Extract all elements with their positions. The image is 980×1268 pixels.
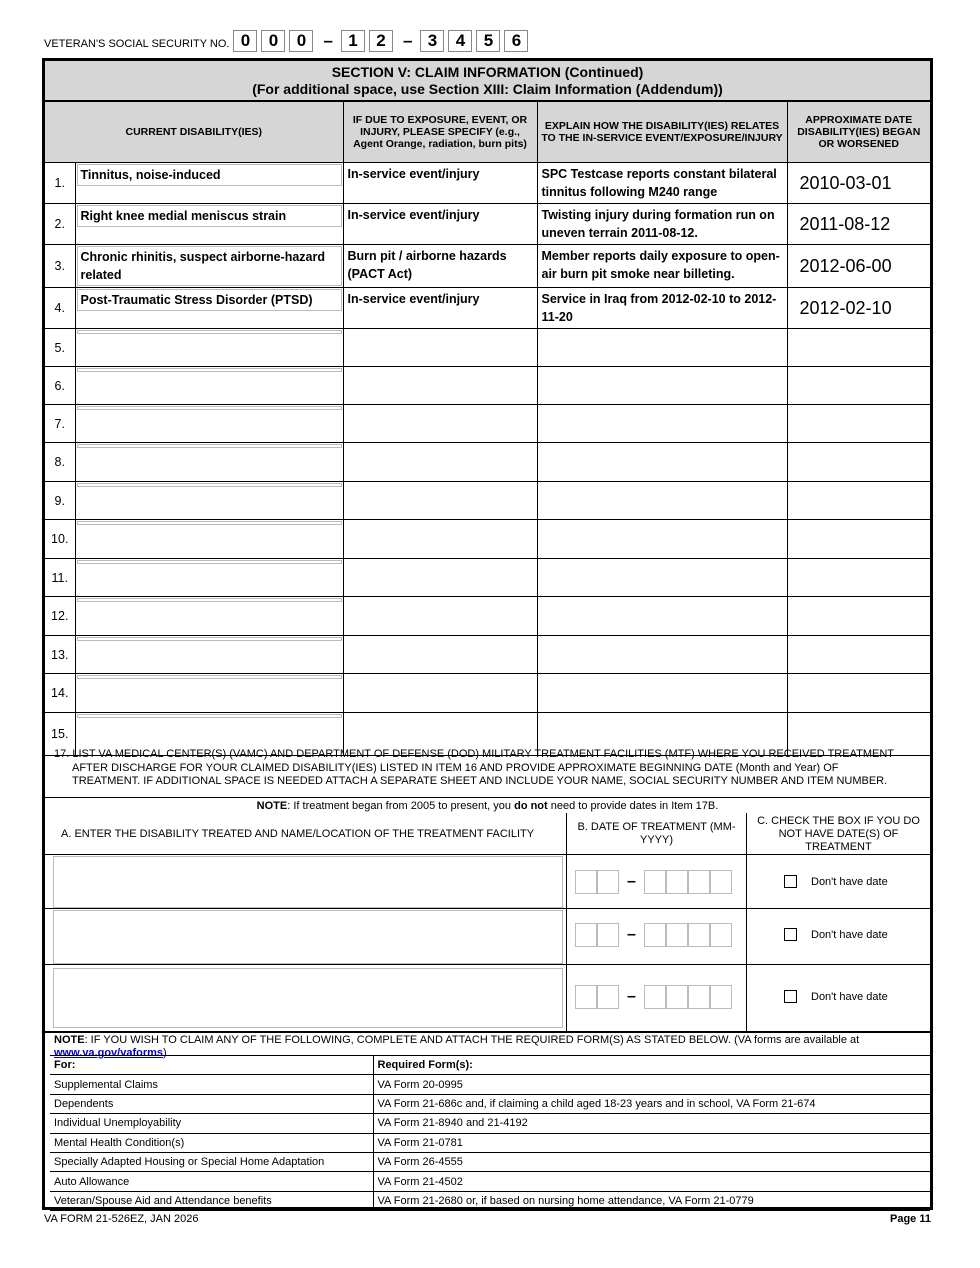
treatment-date-input[interactable] [575, 870, 732, 894]
forms-header-for: For: [50, 1056, 373, 1075]
date-year-digit[interactable] [666, 985, 688, 1009]
treatment-date-input[interactable] [575, 985, 732, 1009]
form-frame [42, 58, 933, 1210]
explanation-input[interactable] [537, 636, 787, 674]
row-number: 14. [45, 674, 75, 713]
item17-note-text-a: : If treatment began from 2005 to present, you [287, 800, 515, 812]
ssn-digit-9[interactable]: 6 [504, 30, 528, 52]
explanation-input[interactable] [537, 329, 787, 367]
no-date-checkbox[interactable] [784, 928, 797, 941]
explanation-input[interactable]: SPC Testcase reports constant bilateral tinnitus following M240 range [537, 163, 787, 204]
required-forms-table [50, 1055, 930, 1211]
treatment-facility-input[interactable] [53, 910, 563, 964]
treatment-col-b-header: B. DATE OF TREATMENT (MM-YYYY) [566, 813, 746, 854]
treatment-date-input[interactable] [575, 923, 732, 947]
date-month-digit[interactable] [597, 870, 619, 894]
date-input[interactable] [787, 520, 930, 559]
date-input[interactable]: 2010-03-01 [787, 163, 930, 204]
exposure-input[interactable] [343, 482, 537, 520]
col-header-date: APPROXIMATE DATE DISABILITY(IES) BEGAN OR WORSENED [787, 102, 930, 163]
row-number: 12. [45, 597, 75, 636]
item17-line-1: 17. LIST VA MEDICAL CENTER(S) (VAMC) AND DEPARTMENT OF DEFENSE (DOD) MILITARY TREATMENT FACILITIES (MTF) WHERE YOU RECEIVED TREATMENT [54, 748, 894, 760]
disability-row [45, 204, 930, 245]
date-year-digit[interactable] [688, 985, 710, 1009]
explanation-input[interactable] [537, 482, 787, 520]
disability-input[interactable] [77, 444, 342, 448]
forms-for-cell: Dependents [50, 1094, 373, 1113]
exposure-input[interactable] [343, 559, 537, 597]
date-year-digit[interactable] [688, 870, 710, 894]
disability-input[interactable]: Chronic rhinitis, suspect airborne-hazard related [77, 246, 342, 286]
no-date-label: Don't have date [811, 990, 888, 1003]
section-header [45, 61, 930, 101]
explanation-input[interactable] [537, 597, 787, 636]
forms-for-cell: Individual Unemployability [50, 1114, 373, 1133]
date-month-digit[interactable] [575, 870, 597, 894]
forms-for-cell: Veteran/Spouse Aid and Attendance benefits [50, 1191, 373, 1210]
required-forms-header [50, 1056, 930, 1075]
disability-input[interactable] [77, 560, 342, 564]
disability-cell[interactable] [75, 329, 343, 367]
explanation-input[interactable]: Member reports daily exposure to open-air burn pit smoke near billeting. [537, 245, 787, 288]
forms-required-cell: VA Form 21-0781 [373, 1133, 930, 1152]
disability-input[interactable] [77, 675, 342, 679]
date-separator: – [627, 988, 636, 1005]
date-separator: – [627, 873, 636, 890]
item17-note-bold: do not [514, 800, 548, 812]
ssn-digit-3[interactable]: 0 [289, 30, 313, 52]
ssn-separator-1: – [323, 31, 333, 50]
explanation-input[interactable] [537, 674, 787, 713]
required-forms-row [50, 1075, 930, 1094]
disability-row [45, 405, 930, 443]
item17-note-label: NOTE [256, 800, 288, 812]
date-input[interactable]: 2012-06-00 [787, 245, 930, 288]
date-month-digit[interactable] [575, 985, 597, 1009]
exposure-input[interactable] [343, 636, 537, 674]
ssn-row [44, 29, 532, 53]
disability-cell[interactable] [75, 288, 343, 329]
row-number: 13. [45, 636, 75, 674]
date-year-digit[interactable] [644, 985, 666, 1009]
date-month-digit[interactable] [597, 985, 619, 1009]
col-header-explain: EXPLAIN HOW THE DISABILITY(IES) RELATES TO THE IN-SERVICE EVENT/EXPOSURE/INJURY [537, 102, 787, 163]
exposure-input[interactable]: In-service event/injury [343, 288, 537, 329]
date-input[interactable] [787, 482, 930, 520]
disability-row [45, 597, 930, 636]
required-forms-row [50, 1152, 930, 1171]
item17-note [45, 797, 930, 812]
item17-note-text-b: need to provide dates in Item 17B. [547, 800, 719, 812]
date-year-digit[interactable] [710, 985, 732, 1009]
row-number: 3. [45, 245, 75, 288]
disability-cell[interactable] [75, 405, 343, 443]
no-date-checkbox[interactable] [784, 875, 797, 888]
required-forms-row [50, 1172, 930, 1191]
no-date-label: Don't have date [811, 928, 888, 941]
forms-required-cell: VA Form 21-686c and, if claiming a child aged 18-23 years and in school, VA Form 21-674 [373, 1094, 930, 1113]
date-input[interactable] [787, 329, 930, 367]
disability-row [45, 245, 930, 288]
disability-cell[interactable] [75, 204, 343, 245]
disability-row [45, 482, 930, 520]
forms-for-cell: Auto Allowance [50, 1172, 373, 1191]
row-number: 1. [45, 163, 75, 204]
date-month-digit[interactable] [575, 923, 597, 947]
date-input[interactable] [787, 367, 930, 405]
treatment-row [45, 964, 930, 1031]
item17-instructions [45, 747, 930, 789]
date-input[interactable]: 2012-02-10 [787, 288, 930, 329]
explanation-input[interactable] [537, 367, 787, 405]
disability-row [45, 674, 930, 713]
disability-row [45, 163, 930, 204]
date-input[interactable] [787, 443, 930, 482]
forms-required-cell: VA Form 21-4502 [373, 1172, 930, 1191]
explanation-input[interactable] [537, 405, 787, 443]
disability-input[interactable] [77, 637, 342, 641]
date-month-digit[interactable] [597, 923, 619, 947]
exposure-input[interactable] [343, 443, 537, 482]
row-number: 8. [45, 443, 75, 482]
treatment-facility-input[interactable] [53, 968, 563, 1028]
treatment-row [45, 908, 930, 964]
section-title: SECTION V: CLAIM INFORMATION (Continued) [331, 64, 644, 80]
disability-row [45, 288, 930, 329]
forms-note-label: NOTE [54, 1034, 85, 1046]
ssn-digit-4[interactable]: 1 [341, 30, 365, 52]
row-number: 4. [45, 288, 75, 329]
exposure-input[interactable] [343, 520, 537, 559]
no-date-option[interactable] [784, 990, 888, 1003]
no-date-checkbox[interactable] [784, 990, 797, 1003]
no-date-label: Don't have date [811, 875, 888, 888]
explanation-input[interactable]: Service in Iraq from 2012-02-10 to 2012-11-20 [537, 288, 787, 329]
exposure-input[interactable]: Burn pit / airborne hazards (PACT Act) [343, 245, 537, 288]
disability-row [45, 520, 930, 559]
ssn-digit-5[interactable]: 2 [369, 30, 393, 52]
treatment-col-c-header: C. CHECK THE BOX IF YOU DO NOT HAVE DATE(S) OF TREATMENT [746, 813, 930, 854]
row-number: 9. [45, 482, 75, 520]
disability-row [45, 443, 930, 482]
disability-input[interactable] [77, 483, 342, 487]
disability-row [45, 636, 930, 674]
page-number: Page 11 [890, 1213, 931, 1225]
forms-required-cell: VA Form 26-4555 [373, 1152, 930, 1171]
row-number: 2. [45, 204, 75, 245]
date-input[interactable] [787, 636, 930, 674]
treatment-row [45, 854, 930, 908]
exposure-input[interactable] [343, 367, 537, 405]
explanation-input[interactable] [537, 520, 787, 559]
disability-cell[interactable] [75, 245, 343, 288]
forms-required-cell: VA Form 20-0995 [373, 1075, 930, 1094]
date-year-digit[interactable] [644, 923, 666, 947]
disability-cell[interactable] [75, 597, 343, 636]
form-id: VA FORM 21-526EZ, JAN 2026 [44, 1213, 199, 1225]
disability-input[interactable]: Post-Traumatic Stress Disorder (PTSD) [77, 289, 342, 311]
disability-input[interactable] [77, 714, 342, 718]
required-forms-row [50, 1094, 930, 1113]
section-subtitle: (For additional space, use Section XIII: Claim Information (Addendum)) [252, 81, 723, 97]
treatment-grid [45, 813, 930, 1031]
forms-for-cell: Specially Adapted Housing or Special Home Adaptation [50, 1152, 373, 1171]
disability-cell[interactable] [75, 367, 343, 405]
item17-line-2: AFTER DISCHARGE FOR YOUR CLAIMED DISABILITY(IES) LISTED IN ITEM 16 AND PROVIDE APPROXIMATE BEGINNING DATE (Month and Year) OF [72, 761, 839, 774]
treatment-col-a-header: A. ENTER THE DISABILITY TREATED AND NAME/LOCATION OF THE TREATMENT FACILITY [61, 827, 535, 840]
disability-input[interactable] [77, 368, 342, 372]
forms-note-close: ) [163, 1047, 167, 1059]
forms-required-cell: VA Form 21-8940 and 21-4192 [373, 1114, 930, 1133]
disability-input[interactable] [77, 598, 342, 602]
disability-cell[interactable] [75, 520, 343, 559]
ssn-digit-2[interactable]: 0 [261, 30, 285, 52]
disability-row [45, 559, 930, 597]
disability-input[interactable]: Tinnitus, noise-induced [77, 164, 342, 186]
row-number: 5. [45, 329, 75, 367]
ssn-label: VETERAN'S SOCIAL SECURITY NO. [44, 38, 230, 50]
forms-for-cell: Mental Health Condition(s) [50, 1133, 373, 1152]
required-forms-row [50, 1133, 930, 1152]
forms-required-cell: VA Form 21-2680 or, if based on nursing home attendance, VA Form 21-0779 [373, 1191, 930, 1210]
disability-table [45, 101, 930, 756]
required-forms-row [50, 1114, 930, 1133]
date-year-digit[interactable] [688, 923, 710, 947]
row-number: 15. [45, 713, 75, 756]
disability-input[interactable] [77, 330, 342, 334]
date-input[interactable] [787, 559, 930, 597]
ssn-separator-2: – [402, 31, 413, 50]
treatment-facility-input[interactable] [53, 856, 563, 908]
explanation-input[interactable]: Twisting injury during formation run on uneven terrain 2011-08-12. [537, 204, 787, 245]
exposure-input[interactable]: In-service event/injury [343, 204, 537, 245]
date-year-digit[interactable] [666, 923, 688, 947]
exposure-input[interactable] [343, 405, 537, 443]
disability-cell[interactable] [75, 559, 343, 597]
no-date-option[interactable] [784, 928, 888, 941]
exposure-input[interactable] [343, 597, 537, 636]
va-forms-link[interactable]: www.va.gov/vaforms [54, 1047, 164, 1059]
row-number: 11. [45, 559, 75, 597]
ssn-digit-8[interactable]: 5 [476, 30, 500, 52]
explanation-input[interactable] [537, 559, 787, 597]
forms-note-text: : IF YOU WISH TO CLAIM ANY OF THE FOLLOWING, COMPLETE AND ATTACH THE REQUIRED FORM(S) AS STATED BELOW. (VA forms are available at [84, 1034, 860, 1046]
disability-table-header [45, 102, 930, 163]
disability-cell[interactable] [75, 636, 343, 674]
disability-cell[interactable] [75, 443, 343, 482]
disability-input[interactable]: Right knee medial meniscus strain [77, 205, 342, 227]
disability-cell[interactable] [75, 674, 343, 713]
date-year-digit[interactable] [644, 870, 666, 894]
row-number: 7. [45, 405, 75, 443]
date-year-digit[interactable] [666, 870, 688, 894]
disability-input[interactable] [77, 521, 342, 525]
col-header-disability: CURRENT DISABILITY(IES) [45, 102, 343, 163]
disability-row [45, 367, 930, 405]
date-input[interactable] [787, 405, 930, 443]
row-number: 10. [45, 520, 75, 559]
exposure-input[interactable]: In-service event/injury [343, 163, 537, 204]
date-input[interactable]: 2011-08-12 [787, 204, 930, 245]
exposure-input[interactable] [343, 329, 537, 367]
disability-cell[interactable] [75, 482, 343, 520]
explanation-input[interactable] [537, 443, 787, 482]
ssn-digit-6[interactable]: 3 [420, 30, 444, 52]
exposure-input[interactable] [343, 674, 537, 713]
disability-cell[interactable] [75, 163, 343, 204]
row-number: 6. [45, 367, 75, 405]
disability-input[interactable] [77, 406, 342, 410]
required-forms-row [50, 1191, 930, 1210]
ssn-digit-1[interactable]: 0 [233, 30, 257, 52]
disability-row [45, 329, 930, 367]
forms-header-required: Required Form(s): [373, 1056, 930, 1075]
col-header-exposure: IF DUE TO EXPOSURE, EVENT, OR INJURY, PLEASE SPECIFY (e.g., Agent Orange, radiation, burn pits) [343, 102, 537, 163]
date-input[interactable] [787, 674, 930, 713]
date-year-digit[interactable] [710, 923, 732, 947]
no-date-option[interactable] [784, 875, 888, 888]
date-separator: – [627, 926, 636, 943]
item17-line-3: TREATMENT. IF ADDITIONAL SPACE IS NEEDED ATTACH A SEPARATE SHEET AND INCLUDE YOUR NAME, SOCIAL SECURITY NUMBER AND ITEM NUMBER. [72, 775, 888, 787]
date-year-digit[interactable] [710, 870, 732, 894]
date-input[interactable] [787, 597, 930, 636]
ssn-digit-7[interactable]: 4 [448, 30, 472, 52]
forms-for-cell: Supplemental Claims [50, 1075, 373, 1094]
